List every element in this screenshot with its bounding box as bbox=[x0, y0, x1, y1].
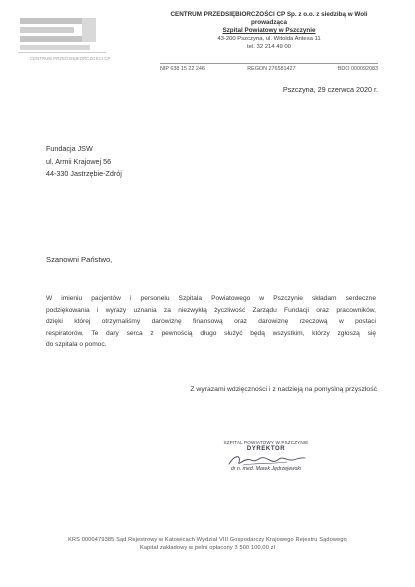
nip-number: NIP 638 15 22 246 bbox=[160, 66, 205, 72]
stamp-title: DYREKTOR bbox=[246, 446, 286, 452]
regon-number: REGON 276581427 bbox=[247, 66, 296, 72]
body-line: do szpitala o pomoc. bbox=[46, 341, 107, 349]
body-line: W imieniu pacjentów i personelu Szpitala Powiatowego w Pszczynie składam serdeczne bbox=[46, 295, 376, 302]
hospital-address: 43-200 Pszczyna, ul. Witolda Antesa 11 bbox=[217, 36, 321, 43]
letterhead bbox=[158, 11, 380, 51]
letter-body bbox=[46, 293, 376, 351]
company-name: CENTRUM PRZEDSIĘBIORCZOŚCI CP Sp. z o.o. z siedzibą w Woli bbox=[170, 11, 368, 18]
bdo-number: BDO 000092083 bbox=[337, 66, 378, 72]
salutation: Szanowni Państwo, bbox=[46, 255, 113, 264]
letter-footer bbox=[0, 536, 415, 552]
letter-date: Pszczyna, 29 czerwca 2020 r. bbox=[282, 85, 378, 94]
body-line: dzięki której otrzymaliśmy darowiznę finansową oraz darowiznę rzeczową w postaci bbox=[46, 318, 376, 326]
body-line: respiratorów. Te dary serca z pewnością długo służyć będą wszystkim, którzy zgłoszą się bbox=[46, 329, 376, 337]
footer-capital: Kapitał zakładowy w pełni opłacony 3 500 100,00 zł bbox=[140, 545, 275, 551]
recipient-name: Fundacja JSW bbox=[46, 144, 93, 153]
footer-registry: KRS 0000479385 Sąd Rejestrowy w Katowicach Wydział VIII Gospodarczy Krajowego Rejestru Sądowego bbox=[68, 537, 347, 543]
director-stamp bbox=[208, 440, 324, 472]
registration-ids bbox=[160, 63, 378, 72]
stamp-institution: SZPITAL POWIATOWY W PSZCZYNIE bbox=[223, 440, 309, 445]
closing-line: Z wyrazami wdzięczności i z nadzieją na pomyślną przyszłość bbox=[190, 386, 377, 393]
hospital-phone: tel. 32 214 49 00 bbox=[247, 44, 291, 51]
body-line: podziękowania i wyrazy uznania za niezwykłą życzliwość Zarządu Fundacji oraz pracowników, bbox=[46, 306, 376, 314]
operating-note: prowadząca bbox=[250, 19, 288, 27]
hospital-name: Szpital Powiatowy w Pszczynie bbox=[222, 27, 316, 35]
logo-stripes-graphic bbox=[16, 14, 111, 58]
company-logo bbox=[16, 14, 111, 66]
logo-text: CENTRUM PRZEDSIĘBIORCZOŚCI CP bbox=[30, 56, 111, 61]
recipient-address bbox=[46, 143, 122, 181]
recipient-street: ul. Armii Krajowej 56 bbox=[46, 156, 112, 166]
stamp-director-name: dr n. med. Marek Jędrzejewski bbox=[230, 466, 302, 472]
recipient-city: 44-330 Jastrzębie-Zdrój bbox=[46, 169, 122, 179]
